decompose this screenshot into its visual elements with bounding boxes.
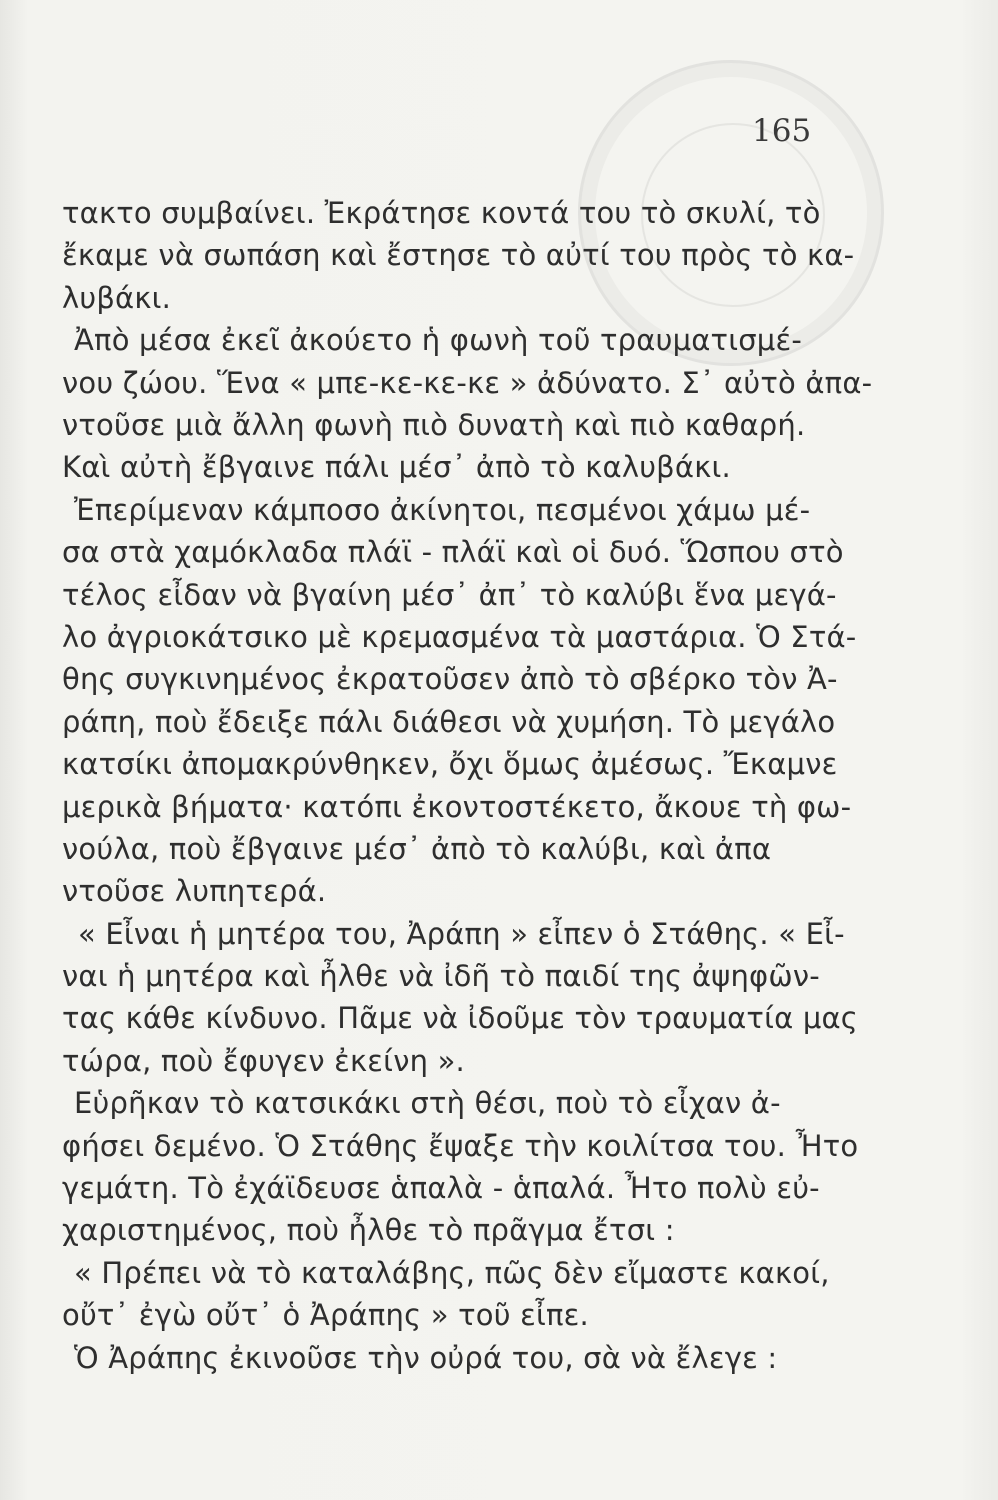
text-line: μερικὰ βήματα· κατόπι ἐκοντοστέκετο, ἄκουε τὴ φω- [62, 790, 852, 824]
text-line: φήσει δεμένο. Ὁ Στάθης ἔψαξε τὴν κοιλίτσα του. Ἦτο [62, 1129, 859, 1163]
text-line: ἔκαμε νὰ σωπάση καὶ ἔστησε τὸ αὐτί του πρὸς τὸ κα- [62, 238, 855, 272]
text-line: κατσίκι ἀπομακρύνθηκεν, ὄχι ὅμως ἀμέσως. Ἔκαμνε [62, 747, 838, 781]
text-line: « Πρέπει νὰ τὸ καταλάβης, πῶς δὲν εἴμαστε κακοί, [74, 1256, 830, 1290]
text-line: τακτο συμβαίνει. Ἐκράτησε κοντά του τὸ σκυλί, τὸ [62, 196, 821, 230]
text-line: νούλα, ποὺ ἔβγαινε μέσ᾽ ἀπὸ τὸ καλύβι, καὶ ἀπα [62, 832, 772, 866]
text-line: χαριστημένος, ποὺ ἦλθε τὸ πρᾶγμα ἔτσι : [62, 1213, 675, 1247]
text-line: θης συγκινημένος ἐκρατοῦσεν ἀπὸ τὸ σβέρκο τὸν Ἀ- [62, 662, 838, 696]
text-line: ράπη, ποὺ ἔδειξε πάλι διάθεσι νὰ χυμήση. Τὸ μεγάλο [62, 705, 836, 739]
text-line: γεμάτη. Τὸ ἐχάϊδευσε ἁπαλὰ - ἁπαλά. Ἦτο πολὺ εὐ- [62, 1171, 820, 1205]
text-line: Καὶ αὐτὴ ἔβγαινε πάλι μέσ᾽ ἀπὸ τὸ καλυβάκι. [62, 450, 731, 484]
text-line: ναι ἡ μητέρα καὶ ἦλθε νὰ ἰδῆ τὸ παιδί της ἀψηφῶν- [62, 959, 820, 993]
text-line: σα στὰ χαμόκλαδα πλάϊ - πλάϊ καὶ οἱ δυό. Ὥσπου στὸ [62, 535, 844, 569]
text-line: « Εἶναι ἡ μητέρα του, Ἀράπη » εἶπεν ὁ Στάθης. « Εἶ- [78, 917, 845, 951]
text-line: οὔτ᾽ ἐγὼ οὔτ᾽ ὁ Ἀράπης » τοῦ εἶπε. [62, 1298, 589, 1332]
text-line: τας κάθε κίνδυνο. Πᾶμε νὰ ἰδοῦμε τὸν τραυματία μας [62, 1001, 859, 1035]
text-line: λυβάκι. [62, 281, 172, 315]
text-line: Ἀπὸ μέσα ἐκεῖ ἀκούετο ἡ φωνὴ τοῦ τραυματισμέ- [74, 323, 802, 357]
text-line: ντοῦσε μιὰ ἄλλη φωνὴ πιὸ δυνατὴ καὶ πιὸ καθαρή. [62, 408, 806, 442]
text-line: νου ζώου. Ἕνα « μπε-κε-κε-κε » ἀδύνατο. Σ᾽ αὐτὸ ἀπα- [62, 366, 873, 400]
text-line: λο ἀγριοκάτσικο μὲ κρεμασμένα τὰ μαστάρια. Ὁ Στά- [62, 620, 857, 654]
text-line: τέλος εἶδαν νὰ βγαίνη μέσ᾽ ἀπ᾽ τὸ καλύβι ἕνα μεγά- [62, 578, 837, 612]
text-line: ντοῦσε λυπητερά. [62, 874, 327, 908]
text-line: Εὑρῆκαν τὸ κατσικάκι στὴ θέσι, ποὺ τὸ εἶχαν ἀ- [74, 1086, 781, 1120]
text-line: Ὁ Ἀράπης ἐκινοῦσε τὴν οὐρά του, σὰ νὰ ἔλεγε : [74, 1341, 778, 1375]
text-line: Ἐπερίμεναν κάμποσο ἀκίνητοι, πεσμένοι χάμω μέ- [74, 493, 811, 527]
text-line: τώρα, ποὺ ἔφυγεν ἐκείνη ». [62, 1044, 465, 1078]
page-number: 165 [752, 113, 812, 149]
